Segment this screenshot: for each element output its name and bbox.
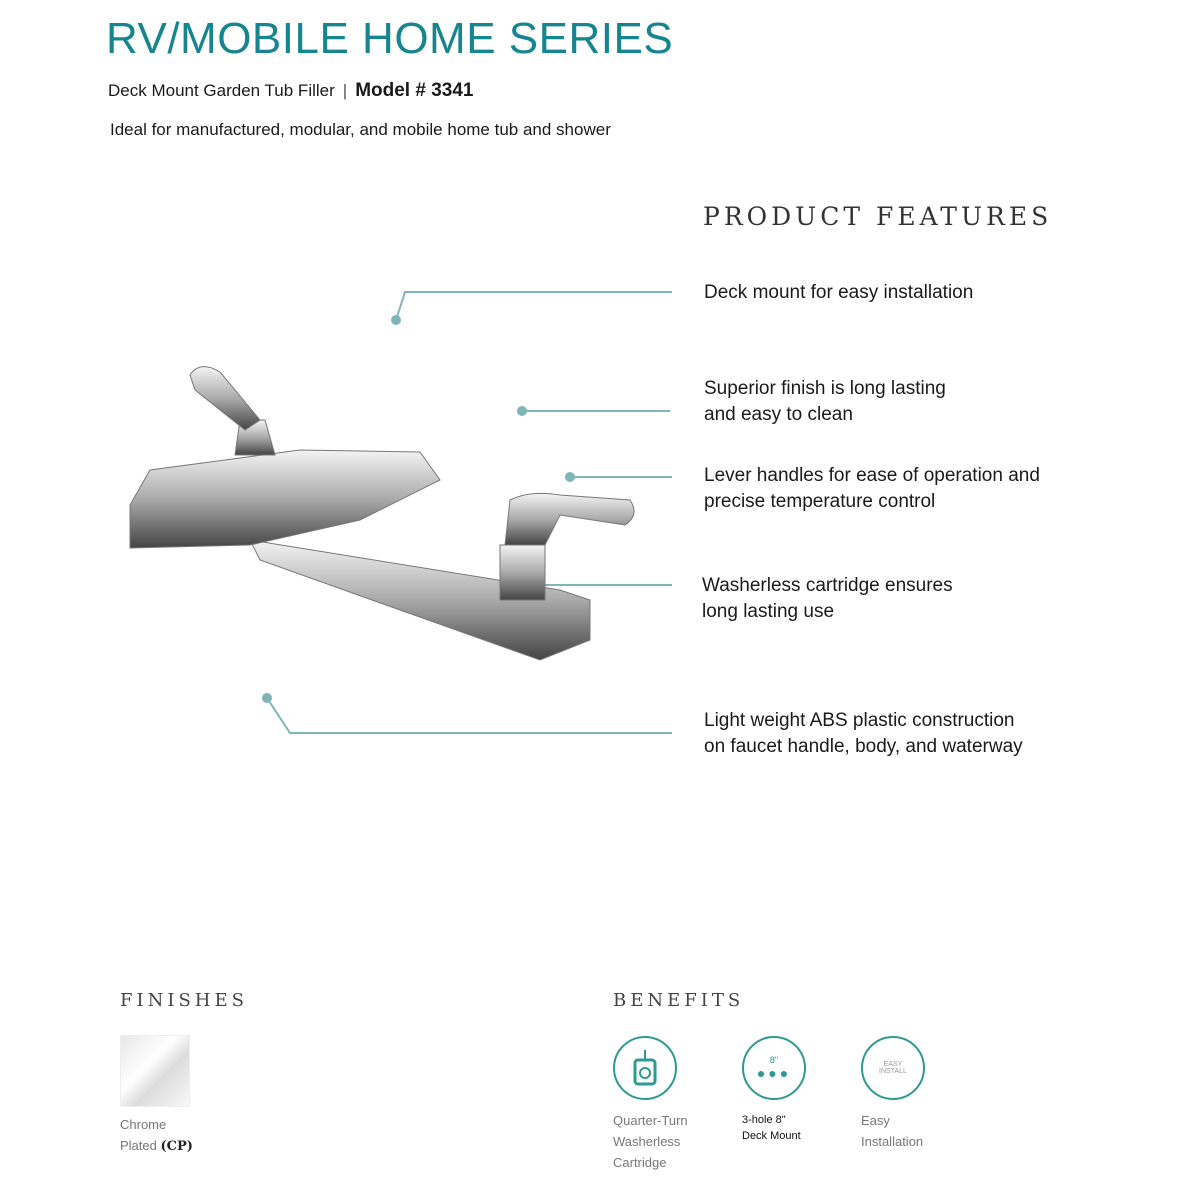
feature-line: Washerless cartridge ensures [702, 575, 953, 596]
feature-line: and easy to clean [704, 404, 853, 425]
benefit-line: 3-hole 8" [742, 1114, 786, 1126]
product-name: Deck Mount Garden Tub Filler [108, 81, 335, 100]
benefit-line: Deck Mount [742, 1130, 801, 1142]
benefit-line: Easy [861, 1113, 890, 1128]
icon-badge: EASY INSTALL [879, 1061, 907, 1075]
feature-line: on faucet handle, body, and waterway [704, 736, 1023, 757]
feature-item [702, 573, 953, 625]
finish-line: Chrome [120, 1117, 167, 1132]
feature-item [704, 463, 1040, 515]
chrome-swatch [120, 1035, 190, 1107]
benefit-line: Installation [861, 1134, 924, 1149]
easy-install-icon [861, 1036, 925, 1100]
benefit-line: Quarter-Turn [613, 1113, 688, 1128]
feature-item [704, 376, 946, 428]
three-hole-icon: 8" ●●● [742, 1036, 806, 1100]
tagline: Ideal for manufactured, modular, and mobile home tub and shower [110, 120, 611, 139]
feature-item [704, 708, 1023, 760]
feature-line: precise temperature control [704, 491, 936, 512]
feature-item [704, 280, 973, 306]
finish-label [120, 1114, 193, 1157]
separator: | [342, 81, 348, 100]
series-title: RV/MOBILE HOME SERIES [106, 14, 674, 63]
benefit-line: Washerless [613, 1134, 681, 1149]
finish-code: (CP) [160, 1139, 193, 1154]
model-number: Model # 3341 [355, 80, 474, 101]
feature-line: Light weight ABS plastic construction [704, 710, 1015, 731]
finish-line: Plated [120, 1138, 157, 1153]
feature-line: Superior finish is long lasting [704, 378, 946, 399]
cartridge-icon [613, 1036, 677, 1100]
benefit-easy-install [861, 1036, 925, 1152]
benefit-3-hole [742, 1036, 806, 1144]
icon-badge: 8" [769, 1055, 779, 1065]
feature-line: Deck mount for easy installation [704, 282, 974, 303]
features-heading: PRODUCT FEATURES [703, 202, 1053, 231]
finishes-heading: FINISHES [120, 990, 248, 1011]
benefits-heading: BENEFITS [613, 990, 745, 1011]
feature-line: long lasting use [702, 601, 835, 622]
feature-line: Lever handles for ease of operation and [704, 465, 1040, 486]
benefit-quarter-turn [613, 1036, 688, 1173]
benefit-line: Cartridge [613, 1155, 667, 1170]
